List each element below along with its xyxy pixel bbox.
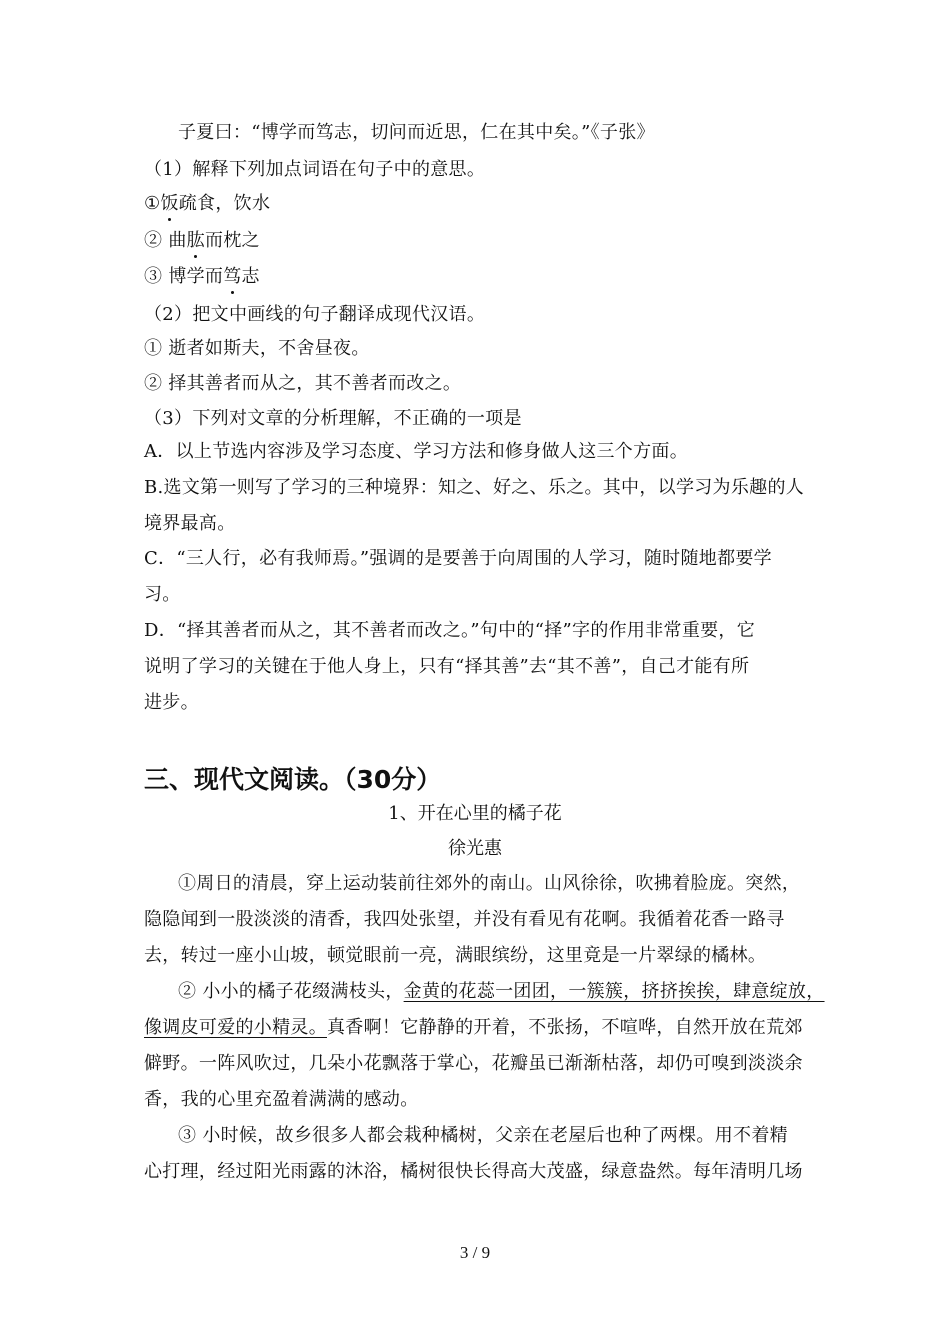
option-b: 境界最高。 [144, 513, 236, 534]
dotted-character: 肱 [186, 230, 205, 251]
dotted-character: 饭 [160, 193, 179, 214]
paragraph-2-line: 像调皮可爱的小精灵。真香啊！它静静的开着，不张扬，不喧哗，自然开放在荒郊 [144, 1017, 803, 1038]
option-b: B.选文第一则写了学习的三种境界：知之、好之、乐之。其中，以学习为乐趣的人 [144, 477, 805, 498]
page-number: 3 / 9 [459, 1243, 491, 1262]
question-1-prompt: （1）解释下列加点词语在句子中的意思。 [144, 159, 486, 180]
paragraph-3-line: ③ 小时候，故乡很多人都会栽种橘树，父亲在老屋后也种了两棵。用不着精 [178, 1125, 788, 1146]
underlined-sentence: 像调皮可爱的小精灵。 [144, 1017, 327, 1038]
article-title: 1、开在心里的橘子花 [388, 803, 562, 824]
question-2-prompt: （2）把文中画线的句子翻译成现代汉语。 [144, 304, 486, 325]
paragraph-1-line: ①周日的清晨，穿上运动装前往郊外的南山。山风徐徐，吹拂着脸庞。突然， [178, 873, 801, 894]
paragraph-1-line: 去，转过一座小山坡，顿觉眼前一亮，满眼缤纷，这里竟是一片翠绿的橘林。 [144, 945, 767, 966]
question-1-item: ② 曲肱而枕之 [144, 230, 260, 251]
option-d: D．“择其善者而从之，其不善者而改之。”句中的“择”字的作用非常重要，它 [144, 620, 756, 641]
dotted-character: 笃 [223, 266, 242, 287]
question-1-item: ①饭疏食，饮水 [144, 193, 271, 214]
option-a: A．以上节选内容涉及学习态度、学习方法和修身做人这三个方面。 [144, 441, 688, 462]
question-3-prompt: （3）下列对文章的分析理解，不正确的一项是 [144, 408, 522, 429]
paragraph-3-line: 心打理，经过阳光雨露的沐浴，橘树很快长得高大茂盛，绿意盎然。每年清明几场 [144, 1161, 803, 1182]
section-heading: 三、现代文阅读。（30分） [144, 765, 442, 794]
option-c: C．“三人行，必有我师焉。”强调的是要善于向周围的人学习，随时随地都要学 [144, 548, 772, 569]
question-2-item: ① 逝者如斯夫，不舍昼夜。 [144, 338, 370, 359]
option-d: 说明了学习的关键在于他人身上，只有“择其善”去“其不善”，自己才能有所 [144, 656, 750, 677]
paragraph-1-line: 隐隐闻到一股淡淡的清香，我四处张望，并没有看见有花啊。我循着花香一路寻 [144, 909, 785, 930]
quote-line: 子夏曰：“博学而笃志，切问而近思，仁在其中矣。”《子张》 [178, 122, 655, 143]
paragraph-2-line: 僻野。一阵风吹过，几朵小花飘落于掌心，花瓣虽已渐渐枯落，却仍可嗅到淡淡余 [144, 1053, 803, 1074]
underlined-sentence: 金黄的花蕊一团团，一簇簇，挤挤挨挨，肆意绽放， [403, 981, 825, 1002]
paragraph-2-line: ② 小小的橘子花缀满枝头，金黄的花蕊一团团，一簇簇，挤挤挨挨，肆意绽放， [178, 981, 825, 1002]
paragraph-2-line: 香，我的心里充盈着满满的感动。 [144, 1089, 419, 1110]
option-c: 习。 [144, 584, 181, 605]
article-author: 徐光惠 [448, 838, 502, 859]
question-2-item: ② 择其善者而从之，其不善者而改之。 [144, 373, 462, 394]
option-d: 进步。 [144, 692, 199, 713]
question-1-item: ③ 博学而笃志 [144, 266, 260, 287]
